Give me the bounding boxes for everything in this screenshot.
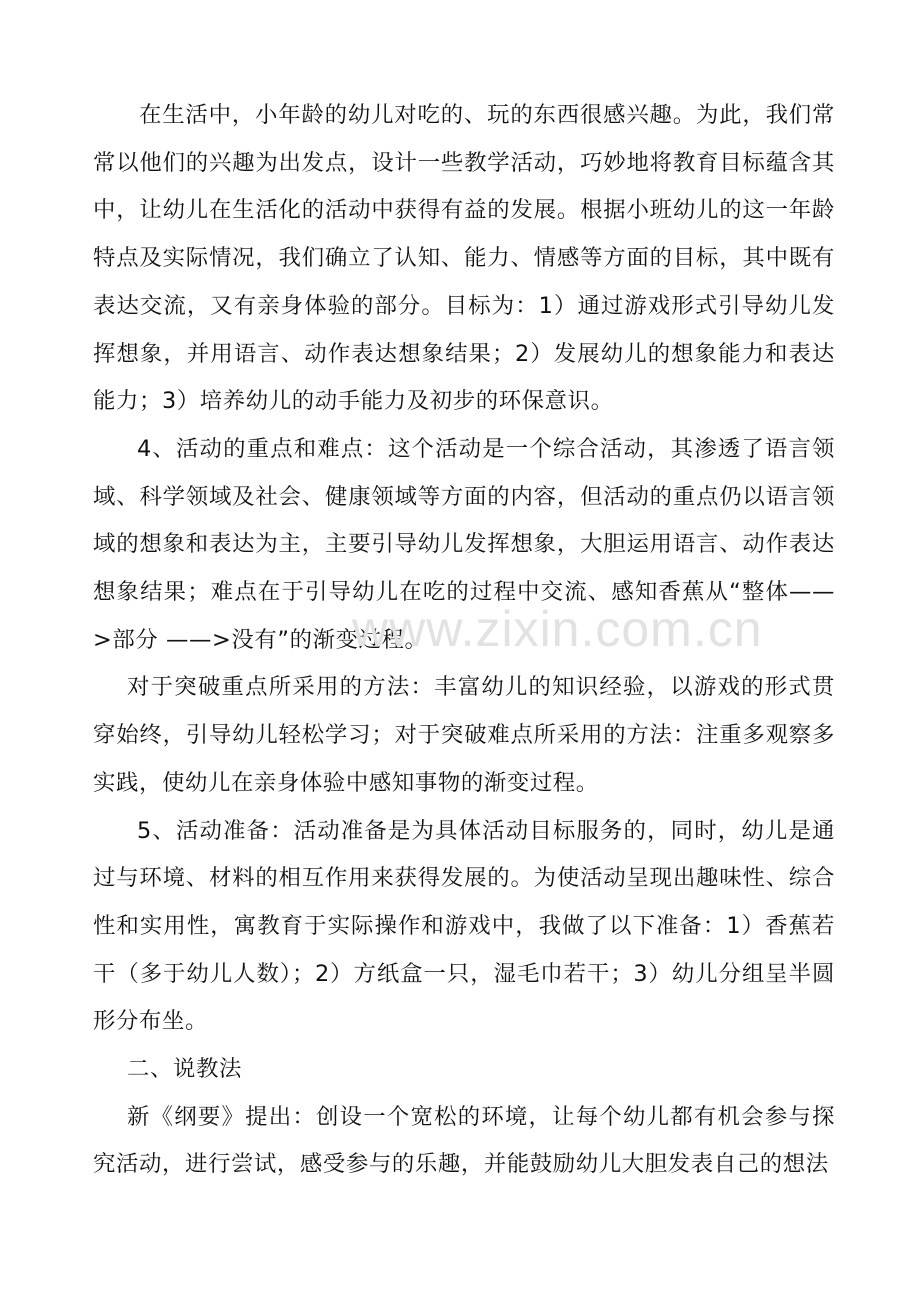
paragraph-key-and-difficult-points: 4、活动的重点和难点：这个活动是一个综合活动，其渗透了语言领域、科学领域及社会、健康领域等方面的内容，但活动的重点仍以语言领域的想象和表达为主，主要引导幼儿发挥想象，大胆运用语言、动作表达想象结果；难点在于引导幼儿在吃的过程中交流、感知香蕉从“整体——>部分 ——>没有”的渐变过程。 [93,435,835,653]
watermark: www.zixin.com.cn [352,601,763,657]
document-body [93,92,835,1189]
section-heading-teaching-method: 二、说教法 [127,1056,242,1083]
paragraph-outline-requirements: 新《纲要》提出：创设一个宽松的环境，让每个幼儿都有机会参与探究活动，进行尝试，感受参与的乐趣，并能鼓励幼儿大胆发表自己的想法 [93,1103,835,1178]
paragraph-preparation: 5、活动准备：活动准备是为具体活动目标服务的，同时，幼儿是通过与环境、材料的相互作用来获得发展的。为使活动呈现出趣味性、综合性和实用性，寓教育于实际操作和游戏中，我做了以下准备：1）香蕉若干（多于幼儿人数）；2）方纸盒一只，湿毛巾若干；3）幼儿分组呈半圆形分布坐。 [93,817,835,1035]
paragraph-methods: 对于突破重点所采用的方法：丰富幼儿的知识经验，以游戏的形式贯穿始终，引导幼儿轻松学习；对于突破难点所采用的方法：注重多观察多实践，使幼儿在亲身体验中感知事物的渐变过程。 [93,674,835,796]
paragraph-goals: 在生活中，小年龄的幼儿对吃的、玩的东西很感兴趣。为此，我们常常以他们的兴趣为出发点，设计一些教学活动，巧妙地将教育目标蕴含其中，让幼儿在生活化的活动中获得有益的发展。根据小班幼儿的这一年龄特点及实际情况，我们确立了认知、能力、情感等方面的目标，其中既有表达交流，又有亲身体验的部分。目标为：1）通过游戏形式引导幼儿发挥想象，并用语言、动作表达想象结果；2）发展幼儿的想象能力和表达能力；3）培养幼儿的动手能力及初步的环保意识。 [93,102,835,415]
